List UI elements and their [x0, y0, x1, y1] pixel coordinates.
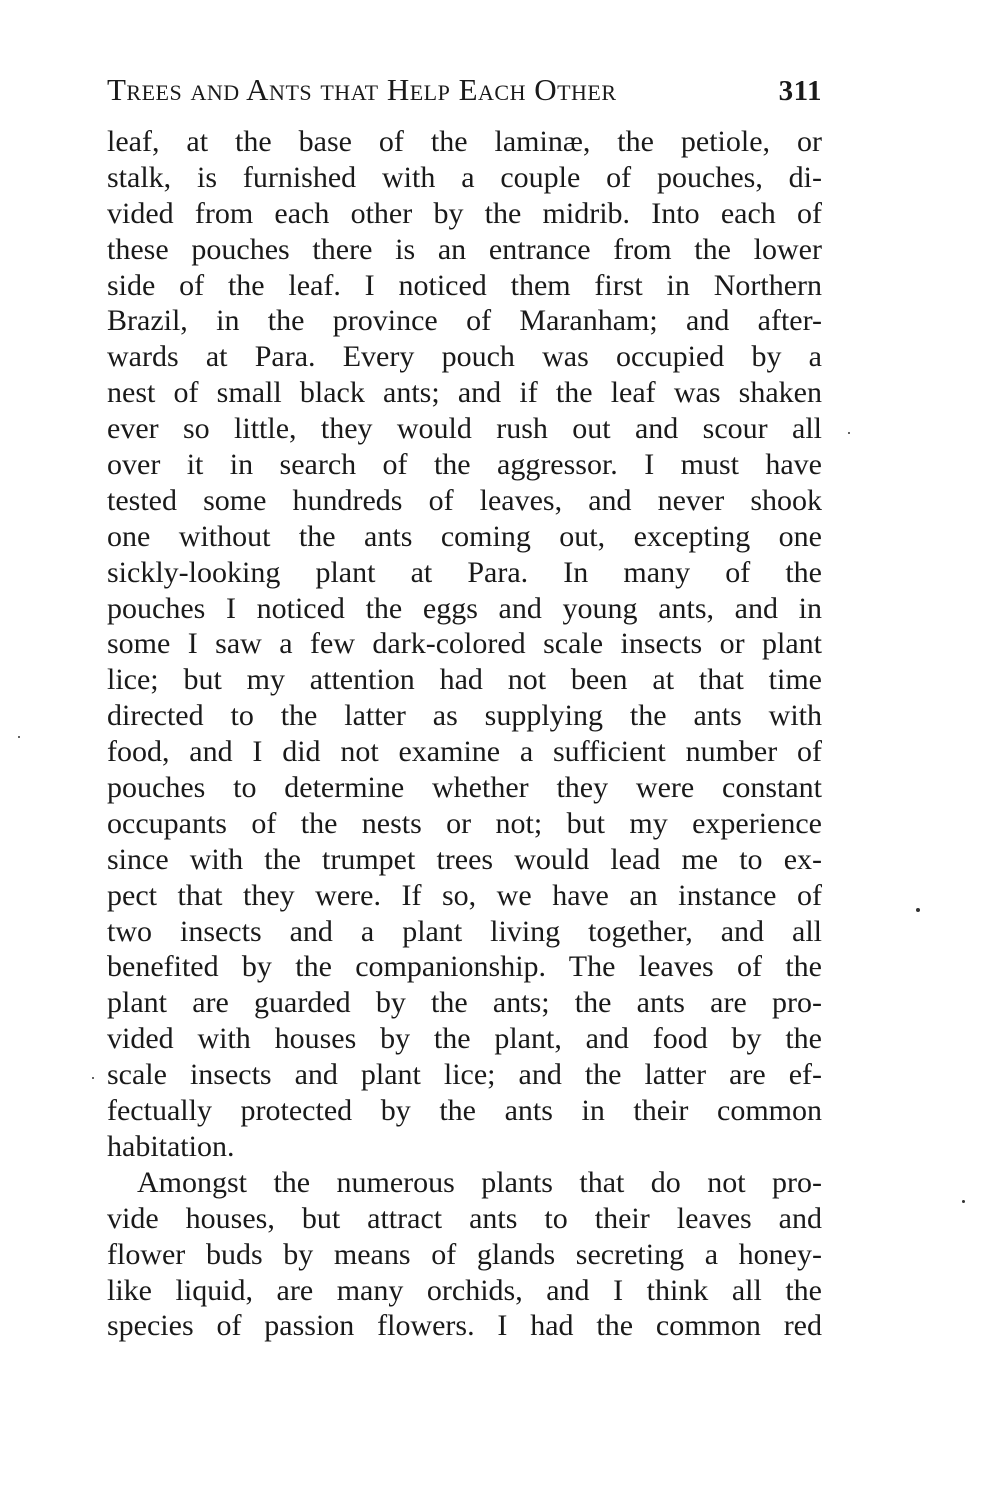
text-line: pouches I noticed the eggs and young ants, and in [107, 591, 822, 625]
text-line: Brazil, in the province of Maranham; and after- [107, 304, 822, 338]
text-line: ever so little, they would rush out and scour all [107, 412, 822, 446]
body-text [107, 124, 822, 1344]
text-line: habitation. [107, 1129, 235, 1163]
text-line: one without the ants coming out, excepting one [107, 519, 822, 553]
text-line: these pouches there is an entrance from the lower [107, 232, 822, 266]
text-line: sickly-looking plant at Para. In many of the [107, 555, 822, 589]
text-line: scale insects and plant lice; and the latter are ef- [107, 1058, 822, 1092]
text-line: benefited by the companionship. The leaves of the [107, 950, 822, 984]
scan-speck [916, 908, 920, 912]
text-line: vided from each other by the midrib. Into each of [107, 196, 822, 230]
text-line: plant are guarded by the ants; the ants are pro- [107, 986, 822, 1020]
text-line: since with the trumpet trees would lead me to ex- [107, 842, 822, 876]
text-line: leaf, at the base of the laminæ, the petiole, or [107, 125, 822, 158]
text-line: pouches to determine whether they were constant [107, 771, 822, 805]
text-line: lice; but my attention had not been at that time [107, 663, 822, 697]
text-line: side of the leaf. I noticed them first in Northern [107, 268, 822, 302]
text-line: stalk, is furnished with a couple of pouches, di- [107, 160, 822, 194]
text-line: over it in search of the aggressor. I must have [107, 448, 822, 482]
text-line: vide houses, but attract ants to their leaves and [107, 1201, 822, 1235]
scan-speck [848, 432, 850, 434]
scan-speck [18, 736, 20, 738]
running-header [107, 72, 822, 112]
text-line: like liquid, are many orchids, and I think all the [107, 1273, 822, 1307]
text-line: pect that they were. If so, we have an instance of [107, 878, 822, 912]
text-line: directed to the latter as supplying the ants with [107, 699, 822, 733]
text-line: nest of small black ants; and if the leaf was shaken [107, 376, 822, 410]
text-line: species of passion flowers. I had the common red [107, 1309, 822, 1343]
text-line: vided with houses by the plant, and food by the [107, 1022, 822, 1056]
text-line: some I saw a few dark-colored scale insects or plant [107, 627, 822, 661]
text-line: tested some hundreds of leaves, and never shook [107, 483, 822, 517]
text-line: flower buds by means of glands secreting a honey- [107, 1237, 822, 1271]
text-line: occupants of the nests or not; but my experience [107, 806, 822, 840]
scan-speck [962, 1200, 965, 1203]
text-line: wards at Para. Every pouch was occupied by a [107, 340, 822, 374]
text-line: fectually protected by the ants in their common [107, 1094, 822, 1128]
text-line: food, and I did not examine a sufficient number of [107, 735, 822, 769]
running-title: Trees and Ants that Help Each Other [107, 72, 617, 107]
text-line: Amongst the numerous plants that do not pro- [137, 1165, 822, 1199]
paragraph-2 [107, 1165, 822, 1344]
scan-speck [92, 1077, 94, 1079]
page-number: 311 [778, 75, 822, 107]
paragraph-1 [107, 124, 822, 1165]
text-line: two insects and a plant living together, and all [107, 914, 822, 948]
